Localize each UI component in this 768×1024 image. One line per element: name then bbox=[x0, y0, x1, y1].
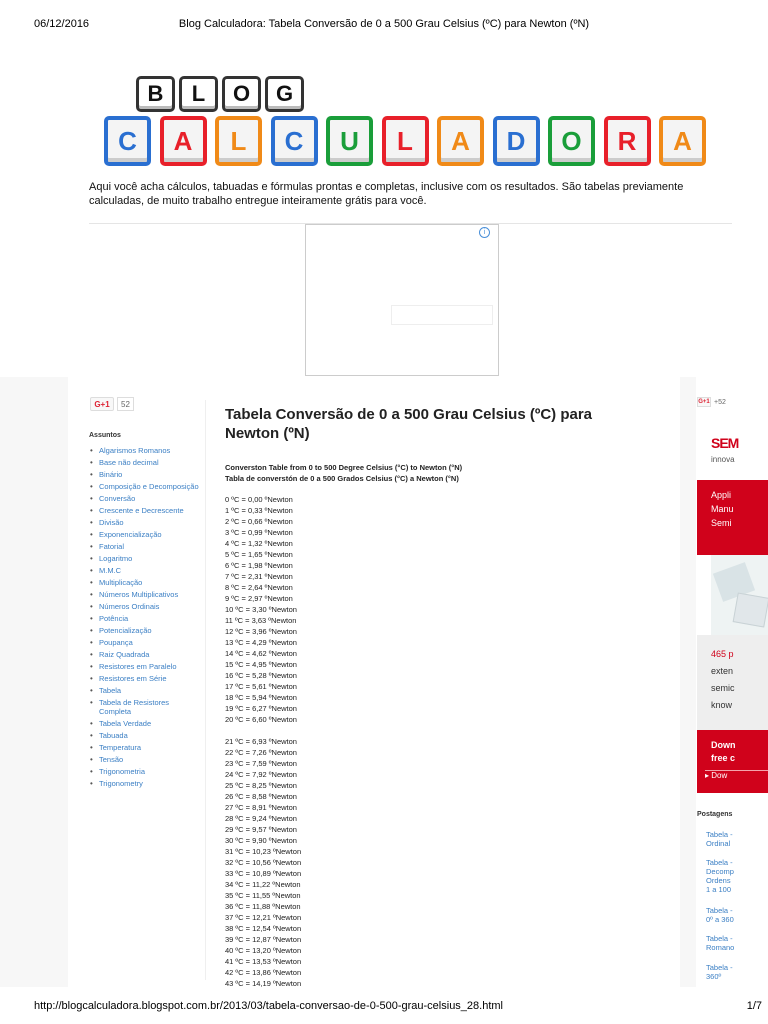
intro-text: Aqui você acha cálculos, tabuadas e fórmulas prontas e completas, inclusive com os resultados. São tabelas previamente calculadas, de muito trabalho entregue inteiramente grátis para você. bbox=[89, 181, 684, 207]
sidebar-topic-link[interactable]: • Tabela Verdade bbox=[89, 719, 199, 728]
logo-calculadora-tile: L bbox=[215, 116, 262, 166]
sidebar-topic-link[interactable]: • Fatorial bbox=[89, 542, 199, 551]
ad-cta-block bbox=[697, 730, 768, 793]
sidebar-topic-link[interactable]: • Crescente e Decrescente bbox=[89, 506, 199, 515]
logo-calculadora-tile: D bbox=[493, 116, 540, 166]
conversion-row: 3 ºC = 0,99 ºNewton bbox=[225, 528, 293, 537]
print-url: http://blogcalculadora.blogspot.com.br/2013/03/tabela-conversao-de-0-500-grau-celsius_28.html bbox=[34, 1000, 503, 1012]
gplus-button[interactable]: G+1 bbox=[90, 397, 114, 411]
page-gutter-right bbox=[680, 377, 696, 987]
conversion-row: 11 ºC = 3,63 ºNewton bbox=[225, 616, 297, 625]
sidebar-topic-link[interactable]: • Tabela bbox=[89, 686, 199, 695]
ad-cta-line: Down bbox=[711, 740, 736, 750]
conversion-row: 4 ºC = 1,32 ºNewton bbox=[225, 539, 293, 548]
print-page-number: 1/7 bbox=[746, 1000, 762, 1012]
logo-calculadora-tile: C bbox=[271, 116, 318, 166]
conversion-row: 2 ºC = 0,66 ºNewton bbox=[225, 517, 293, 526]
conversion-row: 34 ºC = 11,22 ºNewton bbox=[225, 880, 301, 889]
subhead-spanish: Tabla de converstón de 0 a 500 Grados Celsius (°C) a Newton (°N) bbox=[225, 474, 459, 483]
sidebar-topic-link[interactable]: • Binário bbox=[89, 470, 199, 479]
conversion-row: 33 ºC = 10,89 ºNewton bbox=[225, 869, 302, 878]
gplus-count: 52 bbox=[117, 397, 134, 411]
logo-blog-tile: O bbox=[222, 76, 261, 112]
ad-red-block bbox=[697, 480, 768, 555]
conversion-table bbox=[225, 494, 301, 989]
sidebar-topic-link[interactable]: • Números Ordinais bbox=[89, 602, 199, 611]
logo-calculadora-tile: U bbox=[326, 116, 373, 166]
conversion-row: 7 ºC = 2,31 ºNewton bbox=[225, 572, 293, 581]
conversion-row: 20 ºC = 6,60 ºNewton bbox=[225, 715, 297, 724]
ad-banner[interactable] bbox=[305, 224, 499, 376]
ad-download-button[interactable]: ▸ Dow bbox=[705, 770, 768, 787]
right-gplus-count: +52 bbox=[714, 398, 726, 406]
conversion-row: 30 ºC = 9,90 ºNewton bbox=[225, 836, 297, 845]
conversion-row: 9 ºC = 2,97 ºNewton bbox=[225, 594, 293, 603]
sidebar-topic-link[interactable]: • Base não decimal bbox=[89, 458, 199, 467]
conversion-row: 37 ºC = 12,21 ºNewton bbox=[225, 913, 302, 922]
logo-blog-tile: L bbox=[179, 76, 218, 112]
ad-red-line: Appli bbox=[711, 490, 732, 500]
post-title[interactable]: Tabela Conversão de 0 a 500 Grau Celsius (ºC) para Newton (ºN) bbox=[225, 406, 593, 442]
ad-placeholder bbox=[391, 305, 493, 325]
ad-brand: SEM bbox=[711, 435, 739, 451]
sidebar-topic-link[interactable]: • Tabela de Resistores Completa bbox=[89, 698, 199, 716]
sidebar-topic-link[interactable]: • Tabuada bbox=[89, 731, 199, 740]
right-gplus-share[interactable] bbox=[697, 397, 726, 407]
right-gplus-button[interactable]: G+1 bbox=[698, 399, 710, 405]
right-ad[interactable] bbox=[697, 425, 768, 793]
conversion-row: 28 ºC = 9,24 ºNewton bbox=[225, 814, 297, 823]
conversion-row: 38 ºC = 12,54 ºNewton bbox=[225, 924, 302, 933]
sidebar-topic-link[interactable]: • Potencialização bbox=[89, 626, 199, 635]
conversion-row: 21 ºC = 6,93 ºNewton bbox=[225, 737, 297, 746]
sidebar-topic-link[interactable]: • Conversão bbox=[89, 494, 199, 503]
blog-logo[interactable] bbox=[100, 68, 720, 168]
ad-red-line: Semi bbox=[711, 518, 732, 528]
conversion-row: 31 ºC = 10,23 ºNewton bbox=[225, 847, 302, 856]
sidebar-topic-link[interactable]: • Resistores em Paralelo bbox=[89, 662, 199, 671]
ad-grey-block bbox=[697, 635, 768, 735]
recent-posts-title: Postagens bbox=[697, 811, 733, 818]
conversion-row: 41 ºC = 13,53 ºNewton bbox=[225, 957, 302, 966]
sidebar-topic-link[interactable]: • Trigonometria bbox=[89, 767, 199, 776]
conversion-row: 24 ºC = 7,92 ºNewton bbox=[225, 770, 297, 779]
logo-calculadora-tile: L bbox=[382, 116, 429, 166]
page-gutter-left bbox=[0, 377, 68, 987]
conversion-row: 39 ºC = 12,87 ºNewton bbox=[225, 935, 302, 944]
print-footer bbox=[0, 994, 768, 1024]
sidebar-topic-link[interactable]: • Números Multiplicativos bbox=[89, 590, 199, 599]
sidebar-topic-link[interactable]: • Exponencialização bbox=[89, 530, 199, 539]
conversion-row: 29 ºC = 9,57 ºNewton bbox=[225, 825, 297, 834]
ad-image-shape bbox=[733, 592, 768, 627]
conversion-row: 36 ºC = 11,88 ºNewton bbox=[225, 902, 301, 911]
recent-post-link[interactable]: Tabela - 360º bbox=[706, 963, 733, 981]
sidebar-topic-link[interactable]: • Tensão bbox=[89, 755, 199, 764]
logo-calculadora-tile: A bbox=[160, 116, 207, 166]
post-subheading bbox=[225, 462, 462, 484]
conversion-row: 14 ºC = 4,62 ºNewton bbox=[225, 649, 297, 658]
logo-calculadora-tile: R bbox=[604, 116, 651, 166]
print-title: Blog Calculadora: Tabela Conversão de 0 a 500 Grau Celsius (ºC) para Newton (ºN) bbox=[178, 18, 590, 30]
sidebar-topic-link[interactable]: • Algarismos Romanos bbox=[89, 446, 199, 455]
sidebar-topic-link[interactable]: • Composição e Decomposição bbox=[89, 482, 199, 491]
conversion-row: 40 ºC = 13,20 ºNewton bbox=[225, 946, 302, 955]
sidebar-topic-link[interactable]: • Potência bbox=[89, 614, 199, 623]
sidebar-title: Assuntos bbox=[89, 432, 121, 439]
conversion-row: 27 ºC = 8,91 ºNewton bbox=[225, 803, 297, 812]
ad-grey-line: semic bbox=[711, 683, 735, 693]
sidebar-topic-link[interactable]: • Temperatura bbox=[89, 743, 199, 752]
conversion-row: 5 ºC = 1,65 ºNewton bbox=[225, 550, 293, 559]
conversion-row: 19 ºC = 6,27 ºNewton bbox=[225, 704, 297, 713]
logo-blog-tile: G bbox=[265, 76, 304, 112]
ad-grey-line: 465 p bbox=[711, 649, 734, 659]
logo-calculadora-tile: O bbox=[548, 116, 595, 166]
sidebar-topic-link[interactable]: • Trigonometry bbox=[89, 779, 199, 788]
ad-cta-line: free c bbox=[711, 753, 736, 763]
sidebar-topic-link[interactable]: • Raiz Quadrada bbox=[89, 650, 199, 659]
conversion-row: 13 ºC = 4,29 ºNewton bbox=[225, 638, 297, 647]
ad-red-line: Manu bbox=[711, 504, 734, 514]
conversion-row: 8 ºC = 2,64 ºNewton bbox=[225, 583, 293, 592]
ad-brand-sub: innova bbox=[711, 455, 735, 464]
sidebar-topic-link[interactable]: • Logaritmo bbox=[89, 554, 199, 563]
sidebar-topic-link[interactable]: • Divisão bbox=[89, 518, 199, 527]
print-date: 06/12/2016 bbox=[34, 18, 90, 30]
conversion-row: 32 ºC = 10,56 ºNewton bbox=[225, 858, 302, 867]
gplus-share[interactable] bbox=[90, 397, 134, 411]
sidebar-topic-list bbox=[89, 446, 199, 791]
sidebar-topic-link[interactable]: • Poupança bbox=[89, 638, 199, 647]
sidebar-topic-link[interactable]: • Resistores em Série bbox=[89, 674, 199, 683]
recent-post-link[interactable]: Tabela - Decomp Ordens 1 a 100 bbox=[706, 858, 734, 894]
logo-calculadora-tile: A bbox=[437, 116, 484, 166]
recent-post-link[interactable]: Tabela - 0º a 360 bbox=[706, 906, 734, 924]
conversion-row: 16 ºC = 5,28 ºNewton bbox=[225, 671, 297, 680]
ad-grey-line: know bbox=[711, 700, 733, 710]
conversion-row: 22 ºC = 7,26 ºNewton bbox=[225, 748, 297, 757]
conversion-row: 26 ºC = 8,58 ºNewton bbox=[225, 792, 297, 801]
table-spacer bbox=[225, 725, 301, 736]
logo-calculadora-tile: A bbox=[659, 116, 706, 166]
sidebar-divider bbox=[205, 400, 206, 980]
ad-grey-line: exten bbox=[711, 666, 734, 676]
ad-image bbox=[711, 555, 768, 635]
subhead-english: Converston Table from 0 to 500 Degree Celsius (°C) to Newton (°N) bbox=[225, 463, 463, 472]
sidebar-topic-link[interactable]: • Multiplicação bbox=[89, 578, 199, 587]
conversion-row: 15 ºC = 4,95 ºNewton bbox=[225, 660, 297, 669]
conversion-row: 23 ºC = 7,59 ºNewton bbox=[225, 759, 297, 768]
conversion-row: 12 ºC = 3,96 ºNewton bbox=[225, 627, 297, 636]
conversion-row: 1 ºC = 0,33 ºNewton bbox=[225, 506, 293, 515]
logo-calculadora-tile: C bbox=[104, 116, 151, 166]
sidebar-topic-link[interactable]: • M.M.C bbox=[89, 566, 199, 575]
conversion-row: 35 ºC = 11,55 ºNewton bbox=[225, 891, 301, 900]
ad-info-icon[interactable]: i bbox=[479, 227, 490, 238]
print-header bbox=[0, 0, 768, 34]
conversion-row: 25 ºC = 8,25 ºNewton bbox=[225, 781, 297, 790]
recent-post-link[interactable]: Tabela - Romano bbox=[706, 934, 735, 952]
conversion-row: 0 ºC = 0,00 ºNewton bbox=[225, 495, 293, 504]
conversion-row: 6 ºC = 1,98 ºNewton bbox=[225, 561, 293, 570]
conversion-row: 42 ºC = 13,86 ºNewton bbox=[225, 968, 302, 977]
conversion-row: 18 ºC = 5,94 ºNewton bbox=[225, 693, 297, 702]
conversion-row: 43 ºC = 14,19 ºNewton bbox=[225, 979, 302, 988]
logo-blog-tile: B bbox=[136, 76, 175, 112]
recent-post-link[interactable]: Tabela - Ordinal bbox=[706, 830, 733, 848]
conversion-row: 10 ºC = 3,30 ºNewton bbox=[225, 605, 297, 614]
conversion-row: 17 ºC = 5,61 ºNewton bbox=[225, 682, 297, 691]
